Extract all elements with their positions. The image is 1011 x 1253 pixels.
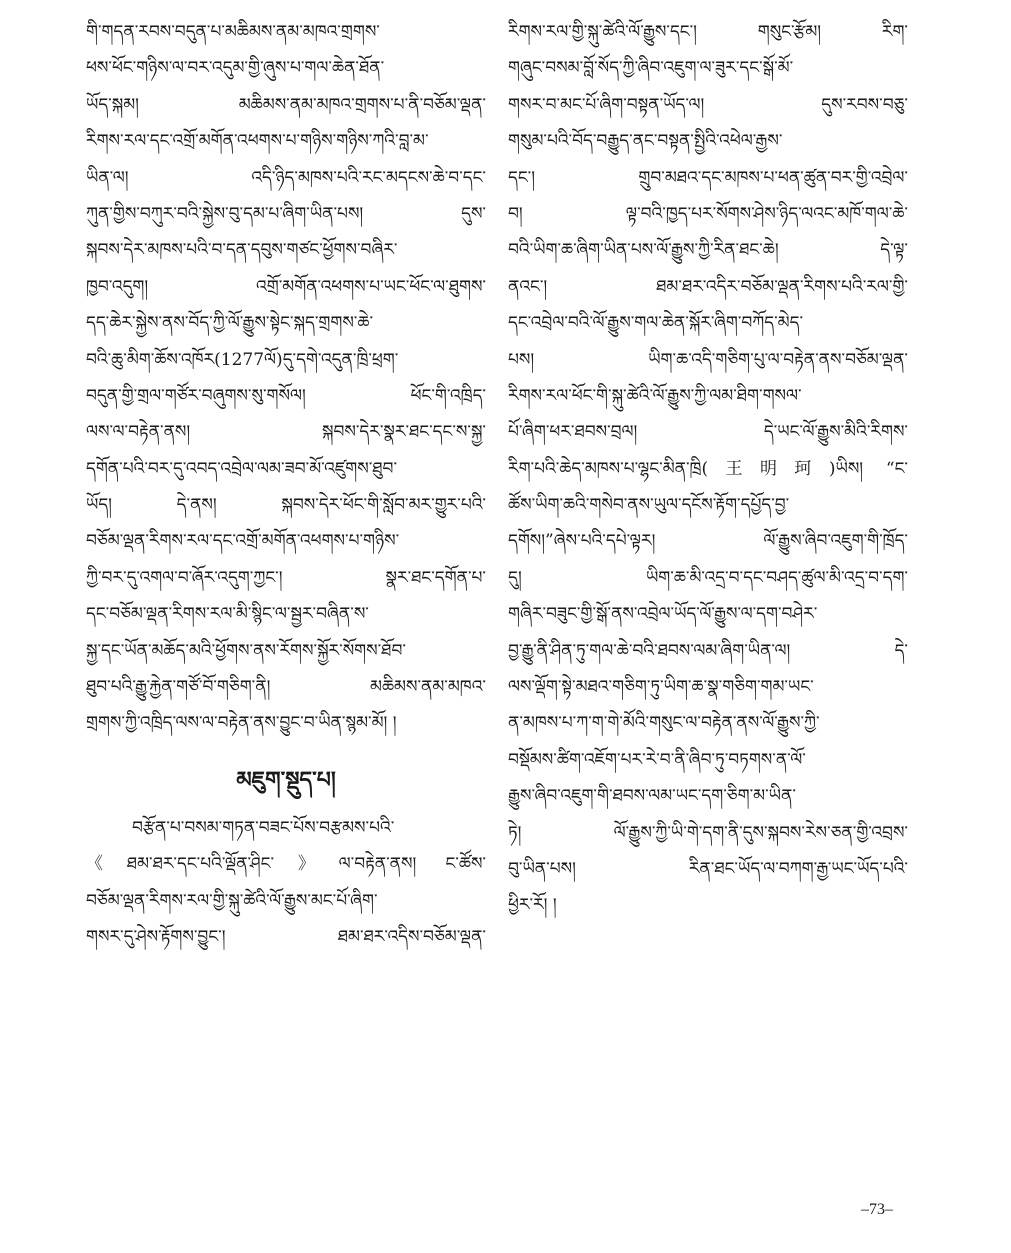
text-line: གཞིར་བཟུང་གྱི་སྒོ་ནས་འབྲེལ་ཡོད་ལོ་རྒྱུས་ལ་དག་བཤེར་ (508, 604, 818, 625)
text-line: རིགས་རལ་གྱི་སྐུ་ཚེའི་ལོ་རྒྱུས་དང་། གསུང་རྩོམ། རིག་ (508, 22, 908, 42)
text-line: ཡོད། དེ་ནས། སྐབས་དེར་ཕོང་གི་སློབ་མར་གྱུར་པའི་ (86, 495, 486, 516)
right-column (508, 14, 908, 924)
text-line: བ། ལྟ་བའི་ཁྱད་པར་སོགས་ཤེས་ཉིད་ལའང་མཁོ་གལ་ཆེ་ (508, 203, 908, 224)
text-line: ལས་ལ་བརྟེན་ནས། སྐབས་དེར་སྣར་ཐང་དང་ས་སྐྱ་ (86, 422, 486, 443)
text-line: ཕས་ཕོང་གཉིས་ལ་བར་འདུམ་གྱི་ཞུས་པ་གལ་ཆེན་ཐོན་ (86, 58, 385, 79)
text-line: ཀུན་གྱིས་བཀུར་བའི་སྐྱེས་བུ་དམ་པ་ཞིག་ཡིན་པས། དུས་ (86, 203, 486, 224)
right-paragraph-1 (508, 14, 908, 924)
text-line: ཐུབ་པའི་རྒྱུ་རྐྱེན་གཙོ་བོ་གཅིག་ནི། མཆིམས་ནམ་མཁའ་ (86, 677, 486, 698)
page-number: –73– (861, 1201, 893, 1218)
text-line: ཡིན་ལ། འདི་ཉིད་མཁས་པའི་རང་མདངས་ཆེ་བ་དང་ (86, 167, 486, 188)
text-line: གསར་བ་མང་པོ་ཞིག་བསྟན་ཡོད་ལ། དུས་རབས་བཅུ་ (508, 94, 908, 115)
text-line: རྒྱུས་ཞིབ་འཇུག་གི་ཐབས་ལམ་ཡང་དག་ཅིག་མ་ཡིན་ (508, 786, 796, 807)
text-line: གི་གདན་རབས་བདུན་པ་མཆིམས་ནམ་མཁའ་གྲགས་ (86, 22, 380, 42)
text-line: གསུམ་པའི་བོད་བརྒྱུད་ནང་བསྟན་སྤྱིའི་འཕེལ་རྒྱས་ (508, 131, 783, 152)
text-line: པས། ཡིག་ཆ་འདི་གཅིག་པུ་ལ་བརྟེན་ནས་བཅོམ་ལྡན་ (508, 349, 908, 370)
text-line: བུ་ཡིན་པས། རིན་ཐང་ཡོད་ལ་བཀག་རྒྱ་ཡང་ཡོད་པའི་ (508, 858, 908, 879)
text-line: ཚོས་ཡིག་ཆའི་གསེབ་ནས་ཡུལ་དངོས་རྟོག་དཔྱོད་བྱ་ (508, 495, 790, 516)
text-line: དང་། གྲུབ་མཐའ་དང་མཁས་པ་ཕན་ཚུན་བར་གྱི་འབྲེལ་ (508, 167, 908, 188)
text-line: བྱ་རྒྱུ་ནི་ཤིན་ཏུ་གལ་ཆེ་བའི་ཐབས་ལམ་ཞིག་ཡིན་ལ། དེ་ (508, 640, 908, 661)
text-line: དགོས།”ཞེས་པའི་དཔེ་ལྟར། ལོ་རྒྱུས་ཞིབ་འཇུག་གི་ཁྲོད་ (508, 531, 908, 552)
text-line: རིགས་རལ་དང་འགྲོ་མགོན་འཕགས་པ་གཉིས་གཉིས་ཀའི་བླ་མ་ (86, 131, 429, 152)
text-line: སྐབས་དེར་མཁས་པའི་བ་དན་དབུས་གཙང་ཕྱོགས་བཞིར་ (86, 240, 398, 261)
text-line: ལས་ལྡོག་སྟེ་མཐའ་གཅིག་ཏུ་ཡིག་ཆ་སྣ་གཅིག་གམ་ཡང་ (508, 677, 814, 698)
text-line: བསྡོམས་ཚིག་འཇོག་པར་རེ་བ་ནི་ཞིབ་ཏུ་བཏགས་ན་ལོ་ (508, 749, 806, 770)
text-line: ཕྱིར་རོ། ། (508, 895, 557, 916)
text-line: དུ། ཡིག་ཆ་མི་འདྲ་བ་དང་བཤད་ཚུལ་མི་འདྲ་བ་དག་ (508, 567, 908, 588)
text-line: བའི་ཡིག་ཆ་ཞིག་ཡིན་པས་ལོ་རྒྱུས་ཀྱི་རིན་ཐང་ཆེ། དེ་ལྟ་ (508, 240, 908, 261)
text-line: དང་བཅོམ་ལྡན་རིགས་རལ་མི་སྙིང་ལ་སྦྱར་བཞིན་ས་ (86, 604, 369, 625)
text-line: རིག་པའི་ཆེད་མཁས་པ་ལྷང་མིན་ཁྲི(王明珂)ཡིས། “ང་ (508, 458, 908, 479)
left-paragraph-1 (86, 14, 486, 742)
text-line: པོ་ཞིག་ཕར་ཐབས་བྲལ། དེ་ཡང་ལོ་རྒྱུས་མིའི་རིགས་ (508, 422, 908, 443)
text-line: ཀྱི་བར་དུ་འགལ་བ་ཞོར་འདུག་ཀྱང་། སྣར་ཐང་དགོན་པ་ (86, 567, 486, 588)
text-line: དགོན་པའི་བར་དུ་འབད་འབྲེལ་ལམ་ཟབ་མོ་འཛུགས་ཐུབ་ (86, 458, 398, 479)
text-line: དང་འབྲེལ་བའི་ལོ་རྒྱུས་གལ་ཆེན་སྐོར་ཞིག་བཀོད་མེད་ (508, 313, 804, 334)
text-line: གཞུང་བསམ་བློ་སོད་ཀྱི་ཞིབ་འཇུག་ལ་ཟུར་དང་སྒོ་མོ་ (508, 58, 794, 79)
text-line: ཡོད་སྐམ། མཆིམས་ནམ་མཁའ་གྲགས་པ་ནི་བཅོམ་ལྡན་ (86, 94, 486, 115)
text-line: རིགས་རལ་ཕོང་གི་སྐུ་ཚེའི་ལོ་རྒྱུས་ཀྱི་ལམ་ཐིག་གསལ་ (508, 385, 802, 406)
text-line: ན་མཁས་པ་ཀ་ག་གེ་མོའི་གསུང་ལ་བརྟེན་ནས་ལོ་རྒྱུས་ཀྱི་ (508, 713, 820, 734)
section-heading: མཇུག་སྡུད་པ། (236, 766, 336, 793)
text-line: བདུན་གྱི་གྲལ་གཙོར་བཞུགས་སུ་གསོལ། ཕོང་གི་འཁྲིད་ (86, 385, 486, 406)
text-line: གྲགས་ཀྱི་འཁྲིད་ལས་ལ་བརྟེན་ནས་བྱུང་བ་ཡིན་སྙམ་མོ། ། (86, 713, 397, 734)
text-line: ཏེ། ལོ་རྒྱུས་ཀྱི་ཡི་གེ་དག་ནི་དུས་སྐབས་རེས་ཅན་གྱི་འབྲས་ (508, 822, 908, 843)
text-line: ཁྱབ་འདུག། འགྲོ་མགོན་འཕགས་པ་ཡང་ཕོང་ལ་ཐུགས་ (86, 276, 486, 297)
text-line: 《ཐམ་ཐར་དང་པའི་ལྡོན་ཤིང་》ལ་བརྟེན་ནས། ང་ཚོས་ (86, 854, 486, 875)
left-column (86, 14, 486, 955)
left-paragraph-2 (86, 810, 486, 956)
text-line: བཅོམ་ལྡན་རིགས་རལ་དང་འགྲོ་མགོན་འཕགས་པ་གཉིས་ (86, 531, 400, 552)
text-line: བརྩོན་པ་བསམ་གཏན་བཟང་པོས་བརྩམས་པའི་ (132, 817, 395, 838)
text-line: བའི་ཆུ་མིག་ཆོས་འཁོར(1277ལོ)དུ་དགེ་འདུན་ཁྲི་ཕྲག་ (86, 349, 399, 370)
text-line: བཅོམ་ལྡན་རིགས་རལ་གྱི་སྐུ་ཚེའི་ལོ་རྒྱུས་མང་པོ་ཞིག་ (86, 890, 378, 911)
text-line: ནའང་། ཐམ་ཐར་འདིར་བཅོམ་ལྡན་རིགས་པའི་རལ་གྱི་ (508, 276, 908, 297)
text-line: དད་ཆེར་སྐྱེས་ནས་བོད་ཀྱི་ལོ་རྒྱུས་སྟེང་སྐད་གྲགས་ཆེ་ (86, 313, 374, 334)
text-line: གསར་དུ་ཤེས་རྟོགས་བྱུང་། ཐམ་ཐར་འདིས་བཅོམ་ལྡན་ (86, 926, 486, 947)
text-line: སྐྱ་དང་ཡོན་མཆོད་མའི་ཕྱོགས་ནས་རོགས་སྐྱོར་སོགས་ཐོབ་ (86, 640, 406, 661)
